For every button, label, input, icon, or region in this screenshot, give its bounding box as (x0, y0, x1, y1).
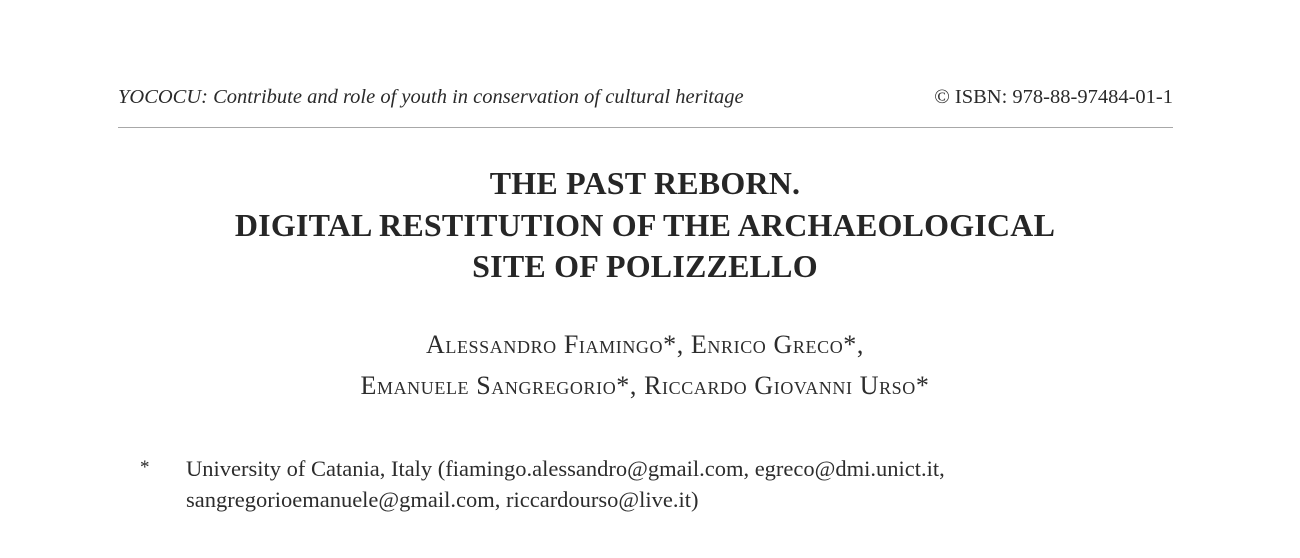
affiliation-marker: * (140, 457, 150, 478)
title-line: SITE OF POLIZZELLO (472, 248, 818, 284)
author-line: Emanuele Sangregorio*, Riccardo Giovanni Urso* (360, 371, 930, 400)
isbn-label: © ISBN: 978-88-97484-01-1 (934, 86, 1173, 108)
affiliation-line: University of Catania, Italy (fiamingo.alessandro@gmail.com, egreco@dmi.unict.it, (186, 456, 945, 481)
affiliation-line: sangregorioemanuele@gmail.com, riccardourso@live.it) (186, 487, 699, 512)
paper-title (100, 163, 1190, 288)
running-header (118, 84, 1173, 110)
author-line: Alessandro Fiamingo*, Enrico Greco*, (425, 330, 864, 359)
journal-title: YOCOCU: Contribute and role of youth in conservation of cultural heritage (118, 86, 744, 108)
title-line: DIGITAL RESTITUTION OF THE ARCHAEOLOGICAL (234, 206, 1056, 243)
author-list (100, 324, 1190, 406)
header-divider (118, 127, 1173, 128)
affiliation (186, 453, 1146, 515)
title-line: THE PAST REBORN. (489, 165, 801, 201)
